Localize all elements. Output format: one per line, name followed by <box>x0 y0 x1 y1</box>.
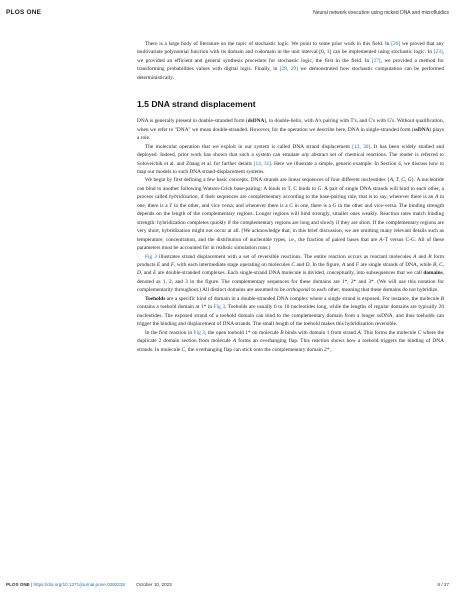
italic-term: A <box>341 261 346 268</box>
doi-link[interactable]: https://doi.org/10.1371/journal.pone.0292228 <box>33 582 125 587</box>
running-title: Neural network execution using nicked DNA and microfluidics <box>313 10 449 16</box>
paragraph-dsdna: DNA is generally present in double-stranded form (dsDNA), in double-helix, with A's pairing with T's, and C's with G's. Without qualification, when we refer to "DNA" we mean double-stranded. However, for the operation we describe here, DNA in single-stranded form (ssDNA) plays a role. <box>137 118 444 142</box>
italic-term: C <box>417 329 422 336</box>
italic-term: C <box>181 346 186 353</box>
italic-term: A <box>357 329 361 336</box>
bold-term: ssDNA <box>413 126 430 133</box>
article-body <box>137 40 444 354</box>
italic-term: B, C, D, <box>137 261 445 277</box>
paragraph-strand-displacement: The molecular operation that we exploit in our system is called DNA strand displacement [13, 30]. It has been widely studied and deployed. Indeed, prior work has shown that such a system can emulate any abstract set of chemical reactions. The reader is referred to Soloveichik et al. and Zhang et al. for further details [14, 31]. Here we illustrate a simple, generic example. In Section 4, we discuss how to map our models to such DNA strand-displacement systems. <box>137 143 445 175</box>
italic-term: B <box>428 253 432 260</box>
citation-link[interactable]: Fig 3 <box>193 329 205 336</box>
citation-link[interactable]: [27] <box>371 57 381 64</box>
italic-term: D <box>305 261 310 268</box>
italic-term: A <box>413 253 417 260</box>
bold-term: Toeholds <box>145 295 166 302</box>
italic-term: F <box>355 261 360 268</box>
italic-term: T <box>169 202 173 209</box>
italic-term: hybridization <box>169 194 198 201</box>
paragraph-fig3: Fig 3 illustrates strand displacement with a set of reversible reactions. The entire reaction occurs as reactant molecules A and B form products E and F, with each intermediate stage operating on molecules C and D. In the figure, A and F are single strands of DNA, while B, C, D, and E are double-stranded complexes. Each single-strand DNA molecule is divided, conceptually, into subsequences that we call domains, denoted as 1, 2, and 3 in the figure. The complementary sequences for these domains are 1*, 2* and 3*. (We will use this notation for complementarity throughout.) All distinct domains are assumed to be orthogonal to each other, meaning that these domains do not hybridize. <box>137 253 445 294</box>
journal-logo: PLOS ONE <box>6 9 42 16</box>
italic-term: C <box>289 202 293 209</box>
page-number: 6 / 27 <box>437 582 449 587</box>
italic-term: orthogonal <box>286 287 311 294</box>
italic-term: B <box>280 329 284 336</box>
italic-term: G <box>332 202 337 209</box>
italic-term: F <box>170 261 175 268</box>
bold-term: dsDNA <box>247 118 265 125</box>
paragraph-toeholds: Toeholds are a specific kind of domain in a double-stranded DNA complex where a single strand is exposed. For instance, the molecule B contains a toehold domain at 1* in Fig 3. Toeholds are usually 6 to 10 nucleotides long, while the lengths of regular domains are typically 20 nucleotides. The exposed strand of a toehold domain can bind to the complementary domain from a longer ssDNA, and thus toeholds can trigger the binding and displacement of DNA strands. The small length of the toehold makes this hybridization reversible. <box>137 295 444 328</box>
citation-link[interactable]: [26] <box>391 41 401 47</box>
citation-link[interactable]: Fig 3 <box>145 253 157 260</box>
section-title: 1.5 DNA strand displacement <box>137 99 256 110</box>
publication-date: October 10, 2023 <box>136 582 172 587</box>
citation-link[interactable]: [14, 31] <box>253 160 271 167</box>
italic-term: A, T, C, G <box>389 177 412 184</box>
italic-term: E <box>156 261 161 268</box>
citation-link[interactable]: [23] <box>433 49 443 56</box>
citation-link[interactable]: [13, 30] <box>352 143 371 150</box>
italic-term: A <box>232 338 237 345</box>
bold-term: domains <box>423 270 443 277</box>
citation-link[interactable]: [28, 29] <box>279 66 298 73</box>
intro-paragraph: There is a large body of literature on the topic of stochastic logic. We point to some prior work in this field. In [26] we proved that any multivariate polynomial function with its domain and codomain in the unit interval [0, 1] can be implemented using stochastic logic. In [23], we provided an efficient and general synthesis procedure for stochastic logic, the first in the field. In [27], we provided a method for transforming probabilities values with digital logic. Finally, in [28, 29] we demonstrated how stochastic computation can be performed deterministically. <box>137 41 444 81</box>
italic-term: B <box>440 295 444 302</box>
paragraph-basic-concepts: We begin by first defining a few basic concepts. DNA strands are linear sequences of four different nucleotides {A, T, C, G}. A nucleotide can bind to another following Watson-Crick base-pairing: A binds to T, C binds to G. A pair of single DNA strands will bind to each other, a process called hybridization, if their sequences are complementary according to the base-pairing rule, that is to say, wherever there is an A in one, there is a T in the other, and vice versa; and whenever there is a C in one, there is a G in the other and vice-versa. The binding strength depends on the length of the complementary regions. Longer regions will bind strongly, smaller ones weakly. Reaction rates match binding strength: hybridization completes quickly if the complementary regions are long and slowly if they are short. If the complementary regions are very short, hybridization might not occur at all. (We acknowledge that, in this brief discussion, we are omitting many relevant details such as temperature, concentration, and the distribution of nucleotide types, i.e., the fraction of paired bases that are A-T versus C-G. All of these parameters must be accounted for in realistic simulation runs.) <box>137 177 444 252</box>
footer-journal: PLOS ONE <box>6 582 30 587</box>
italic-term: E <box>152 270 157 277</box>
paragraph-first-reaction: In the first reaction in Fig 3, the open toehold 1* on molecule B binds with domain 1 from strand A. This forms the molecule C where the duplicate 2 domain section from molecule A forms an overhanging flap. This reaction shows how a toehold triggers the binding of DNA strands. In molecule C, the overhanging flap can stick onto the complementary domain 2*, <box>137 329 444 353</box>
italic-term: A <box>434 194 439 201</box>
page-footer: PLOS ONE | https://doi.org/10.1371/journal.pone.0292228 October 10, 2023 6 / 27 <box>6 582 449 587</box>
citation-link[interactable]: Fig 3 <box>213 304 226 311</box>
italic-term: C <box>291 261 295 268</box>
italic-term: any <box>301 152 310 159</box>
